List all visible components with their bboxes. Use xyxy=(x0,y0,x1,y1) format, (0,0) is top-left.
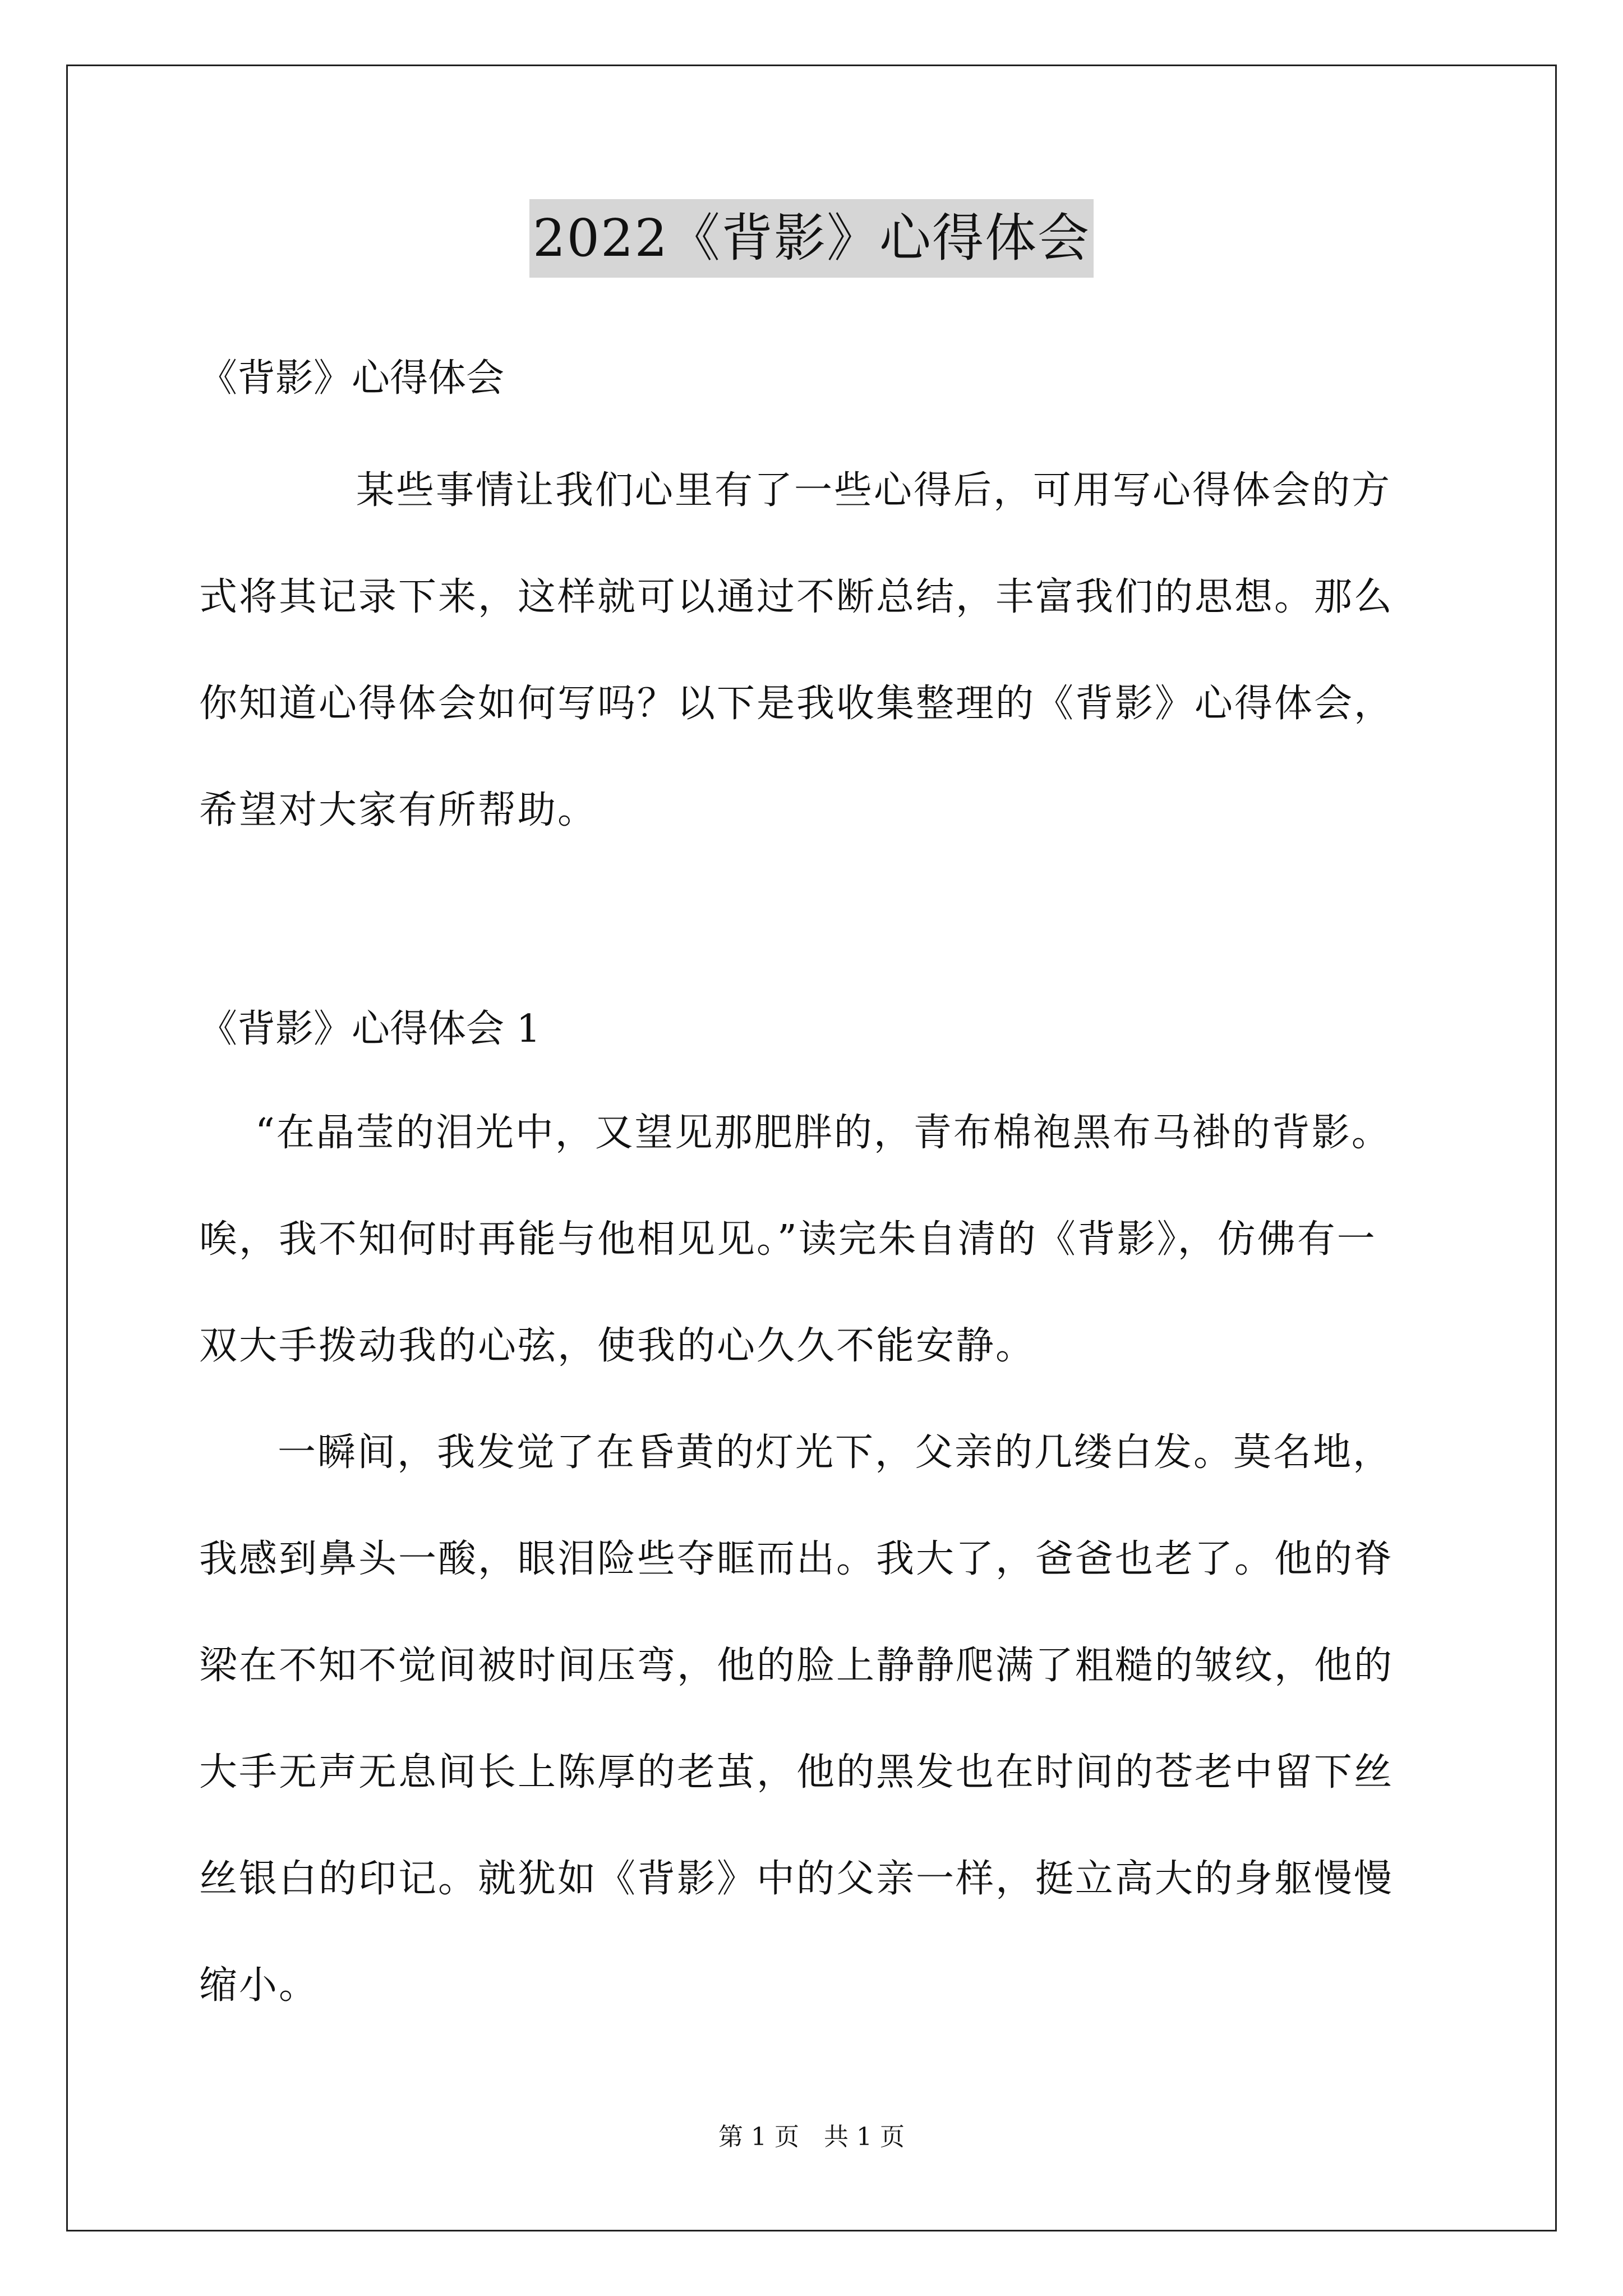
section1-para1-line-1: “在晶莹的泪光中，又望见那肥胖的，青布棉袍黑布马褂的背影。 xyxy=(255,1111,1391,1155)
section1-para2-line-6: 缩小。 xyxy=(199,1963,319,2008)
intro-line-1: 某些事情让我们心里有了一些心得后，可用写心得体会的方 xyxy=(356,468,1392,513)
document-title: 2022《背影》心得体会 xyxy=(529,199,1094,278)
section1-para1-line-2: 唉，我不知何时再能与他相见见。”读完朱自清的《背影》，仿佛有一 xyxy=(199,1217,1377,1262)
section1-para2-line-4: 大手无声无息间长上陈厚的老茧，他的黑发也在时间的苍老中留下丝 xyxy=(199,1750,1394,1795)
page-footer: 第 1 页 共 1 页 xyxy=(718,2123,905,2151)
title-container xyxy=(0,199,1623,278)
section1-heading: 《背影》心得体会 1 xyxy=(199,1007,541,1051)
intro-line-3: 你知道心得体会如何写吗？以下是我收集整理的《背影》心得体会， xyxy=(199,682,1394,726)
section1-para2-line-3: 梁在不知不觉间被时间压弯，他的脸上静静爬满了粗糙的皱纹，他的 xyxy=(199,1644,1394,1688)
intro-line-4: 希望对大家有所帮助。 xyxy=(199,788,598,832)
intro-heading: 《背影》心得体会 xyxy=(199,356,505,401)
intro-line-2: 式将其记录下来，这样就可以通过不断总结，丰富我们的思想。那么 xyxy=(199,575,1394,619)
section1-para2-line-1: 一瞬间，我发觉了在昏黄的灯光下，父亲的几缕白发。莫名地， xyxy=(278,1430,1393,1475)
section1-para2-line-5: 丝银白的印记。就犹如《背影》中的父亲一样，挺立高大的身躯慢慢 xyxy=(199,1857,1394,1901)
section1-para1-line-3: 双大手拨动我的心弦，使我的心久久不能安静。 xyxy=(199,1324,1036,1368)
section1-para2-line-2: 我感到鼻头一酸，眼泪险些夺眶而出。我大了，爸爸也老了。他的脊 xyxy=(199,1537,1394,1581)
